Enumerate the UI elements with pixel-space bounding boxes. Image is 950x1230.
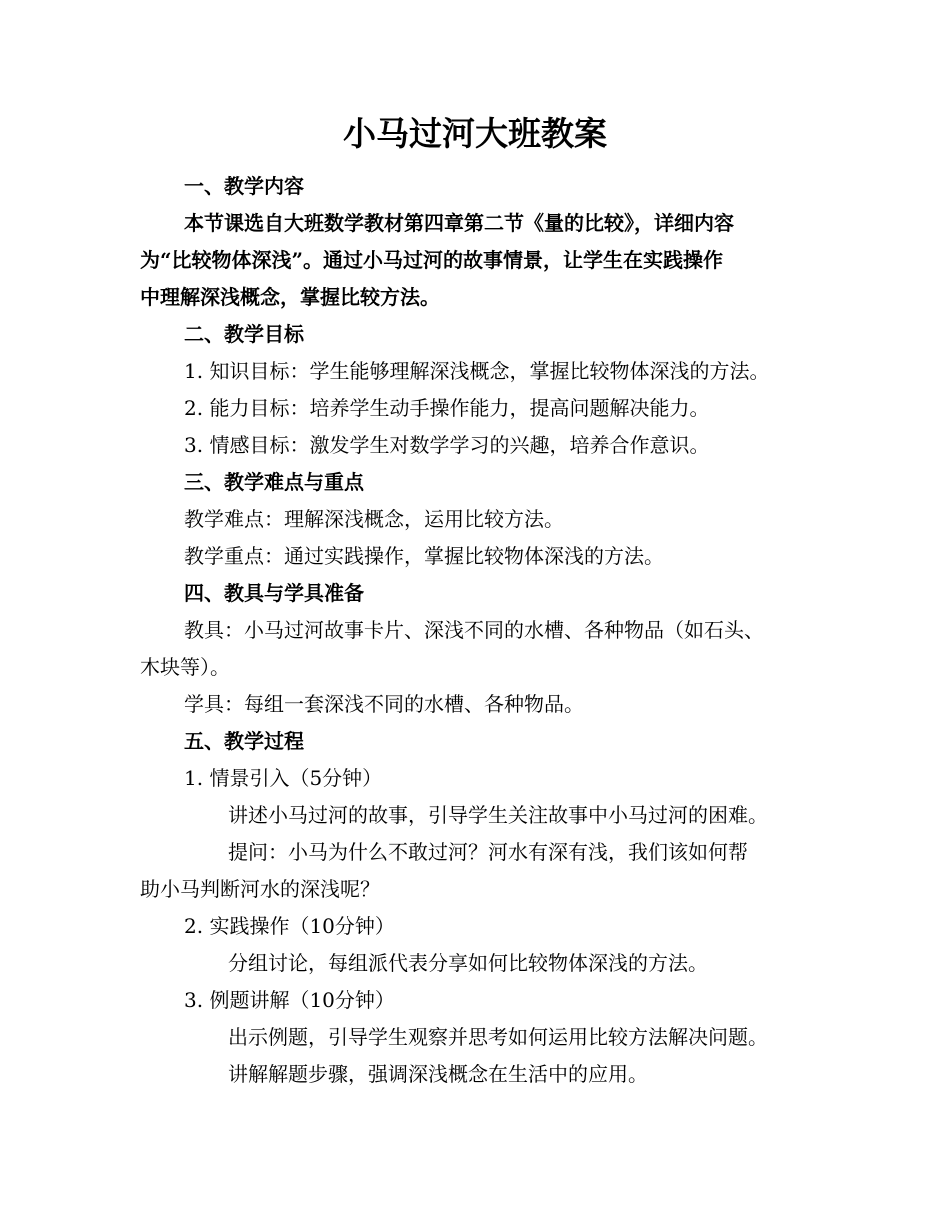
paragraph-line: 木块等）。 [140,655,230,679]
paragraph-line: 分组讨论，每组派代表分享如何比较物体深浅的方法。 [228,951,708,975]
list-item: 2. 能力目标：培养学生动手操作能力，提高问题解决能力。 [184,396,710,420]
paragraph-line: 出示例题，引导学生观察并思考如何运用比较方法解决问题。 [228,1025,768,1049]
paragraph-line: 中理解深浅概念，掌握比较方法。 [140,285,440,309]
list-item: 3. 情感目标：激发学生对数学学习的兴趣，培养合作意识。 [184,433,710,457]
paragraph-line: 学具：每组一套深浅不同的水槽、各种物品。 [184,692,584,716]
section-heading-1: 一、教学内容 [184,174,304,198]
section-heading-2: 二、教学目标 [184,322,304,346]
paragraph-line: 教学重点：通过实践操作，掌握比较物体深浅的方法。 [184,544,664,568]
section-heading-5: 五、教学过程 [184,729,304,753]
list-item: 1. 情景引入（5分钟） [184,766,383,790]
paragraph-line: 助小马判断河水的深浅呢？ [140,877,380,901]
paragraph-line: 本节课选自大班数学教材第四章第二节《量的比较》，详细内容 [184,211,734,235]
list-item: 3. 例题讲解（10分钟） [184,988,395,1012]
document-title: 小马过河大班教案 [343,114,607,153]
section-heading-4: 四、教具与学具准备 [184,581,364,605]
paragraph-line: 为“比较物体深浅”。通过小马过河的故事情景，让学生在实践操作 [140,248,724,272]
paragraph-line: 提问：小马为什么不敢过河？河水有深有浅，我们该如何帮 [228,840,748,864]
section-heading-3: 三、教学难点与重点 [184,470,364,494]
list-item: 1. 知识目标：学生能够理解深浅概念，掌握比较物体深浅的方法。 [184,359,770,383]
paragraph-line: 教具：小马过河故事卡片、深浅不同的水槽、各种物品（如石头、 [184,618,764,642]
paragraph-line: 讲述小马过河的故事，引导学生关注故事中小马过河的困难。 [228,803,768,827]
paragraph-line: 讲解解题步骤，强调深浅概念在生活中的应用。 [228,1062,648,1086]
paragraph-line: 教学难点：理解深浅概念，运用比较方法。 [184,507,564,531]
list-item: 2. 实践操作（10分钟） [184,914,395,938]
